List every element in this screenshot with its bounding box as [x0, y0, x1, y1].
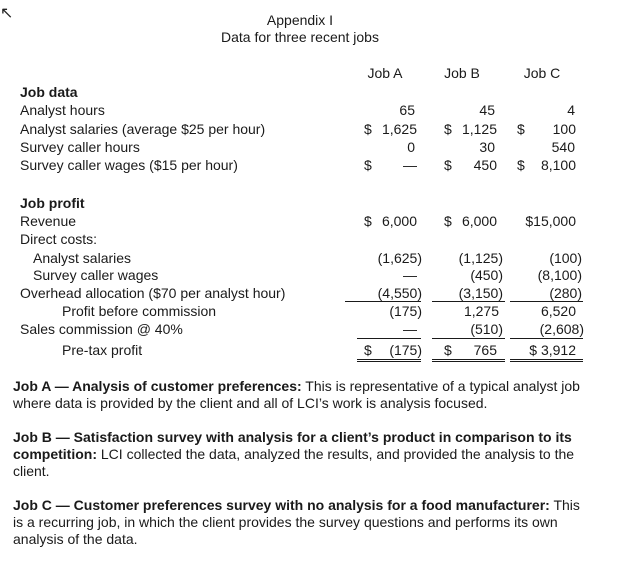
row-label-analyst-salaries-cost: Analyst salaries	[33, 250, 132, 266]
job-c-profit-before-commission: 6,520	[540, 303, 576, 319]
row-label-pretax-profit: Pre-tax profit	[62, 342, 143, 358]
job-c-analyst-hours: 4	[567, 102, 575, 118]
row-label-analyst-salaries: Analyst salaries (average $25 per hour)	[20, 121, 266, 137]
job-c-revenue: $15,000	[525, 213, 576, 229]
job-a-revenue-currency: $	[364, 213, 372, 229]
row-label-survey-caller-wages-cost: Survey caller wages	[33, 267, 159, 283]
job-a-sales-commission: —	[403, 321, 417, 337]
row-label-analyst-hours: Analyst hours	[20, 102, 105, 118]
job-c-survey-caller-hours: 540	[551, 139, 575, 155]
total-rule-job-b	[432, 338, 505, 339]
row-label-profit-before-commission: Profit before commission	[62, 303, 217, 319]
row-label-sales-commission: Sales commission @ 40%	[20, 321, 183, 337]
job-c-analyst-salaries-currency: $	[517, 121, 525, 137]
job-a-analyst-salaries: 1,625	[381, 121, 417, 137]
job-b-survey-caller-hours: 30	[479, 139, 495, 155]
double-rule-job-b-1	[432, 359, 505, 360]
double-rule-job-a-1	[357, 359, 421, 360]
job-a-analyst-hours: 65	[399, 102, 415, 118]
double-rule-job-b-2	[432, 361, 505, 362]
job-c-survey-caller-wages-currency: $	[517, 157, 525, 173]
job-a-profit-before-commission: (175)	[389, 303, 422, 319]
double-rule-job-c-2	[510, 361, 583, 362]
job-a-survey-caller-wages-cost: —	[403, 267, 417, 283]
job-a-overhead-allocation: (4,550)	[377, 285, 422, 301]
job-c-overhead-allocation: (280)	[549, 285, 582, 301]
job-c-analyst-salaries: 100	[552, 121, 576, 137]
job-c-description-title: Job C — Customer preferences survey with no analysis for a food manufacturer:	[13, 497, 550, 513]
row-label-survey-caller-hours: Survey caller hours	[20, 139, 140, 155]
job-a-survey-caller-wages: —	[403, 157, 417, 173]
job-a-description	[13, 378, 593, 412]
job-b-sales-commission: (510)	[470, 321, 503, 337]
total-rule-job-c	[510, 338, 583, 339]
job-a-analyst-salaries-currency: $	[364, 121, 372, 137]
job-b-survey-caller-wages-cost: (450)	[470, 267, 503, 283]
job-a-analyst-salaries-cost: (1,625)	[377, 250, 422, 266]
appendix-title: Appendix I	[266, 12, 334, 28]
appendix-subtitle: Data for three recent jobs	[221, 29, 379, 45]
job-c-pretax-profit: $ 3,912	[529, 342, 576, 358]
job-b-survey-caller-wages-currency: $	[444, 157, 452, 173]
column-header-job-c: Job C	[523, 65, 561, 81]
job-a-description-title: Job A — Analysis of customer preferences:	[13, 378, 302, 394]
cursor-icon: ↖	[0, 5, 14, 22]
row-label-revenue: Revenue	[20, 213, 77, 229]
job-b-overhead-allocation: (3,150)	[458, 285, 503, 301]
job-c-description-text: This is a recurring job, in which the client provides the survey questions and performs its own analysis of the data.	[13, 497, 580, 547]
job-b-analyst-hours: 45	[479, 102, 495, 118]
double-rule-job-a-2	[357, 361, 421, 362]
job-b-description-text: LCI collected the data, analyzed the results, and provided the analysis to the client.	[13, 446, 575, 479]
total-rule-job-a	[357, 338, 421, 339]
job-c-survey-caller-wages-cost: (8,100)	[537, 267, 582, 283]
job-a-survey-caller-wages-currency: $	[364, 157, 372, 173]
job-a-description-text: This is representative of a typical analyst job where data is provided by the client and all of LCI’s work is analysis focused.	[13, 378, 580, 411]
job-data-heading: Job data	[20, 84, 78, 100]
job-b-analyst-salaries-cost: (1,125)	[458, 250, 503, 266]
job-profit-heading: Job profit	[20, 195, 85, 211]
row-label-direct-costs: Direct costs:	[20, 231, 98, 247]
job-b-pretax-profit: 765	[473, 342, 497, 358]
job-b-analyst-salaries: 1,125	[461, 121, 497, 137]
job-b-description	[13, 429, 593, 480]
row-label-survey-caller-wages: Survey caller wages ($15 per hour)	[20, 157, 238, 173]
job-b-revenue-currency: $	[444, 213, 452, 229]
double-rule-job-c-1	[510, 359, 583, 360]
job-a-pretax-profit: (175)	[389, 342, 422, 358]
job-c-description	[13, 497, 593, 548]
row-label-overhead-allocation: Overhead allocation ($70 per analyst hour)	[20, 285, 286, 301]
column-header-job-b: Job B	[444, 65, 480, 81]
job-b-pretax-profit-currency: $	[444, 342, 452, 358]
job-b-description-title: Job B — Satisfaction survey with analysis for a client’s product in comparison to its competition:	[13, 429, 572, 462]
job-a-pretax-profit-currency: $	[364, 342, 372, 358]
job-b-revenue: 6,000	[461, 213, 497, 229]
job-c-analyst-salaries-cost: (100)	[549, 250, 582, 266]
job-b-analyst-salaries-currency: $	[444, 121, 452, 137]
column-header-job-a: Job A	[367, 65, 403, 81]
job-a-revenue: 6,000	[381, 213, 417, 229]
job-c-sales-commission: (2,608)	[539, 321, 584, 337]
job-b-survey-caller-wages: 450	[473, 157, 497, 173]
job-b-profit-before-commission: 1,275	[463, 303, 499, 319]
job-a-survey-caller-hours: 0	[407, 139, 415, 155]
job-c-survey-caller-wages: 8,100	[540, 157, 576, 173]
